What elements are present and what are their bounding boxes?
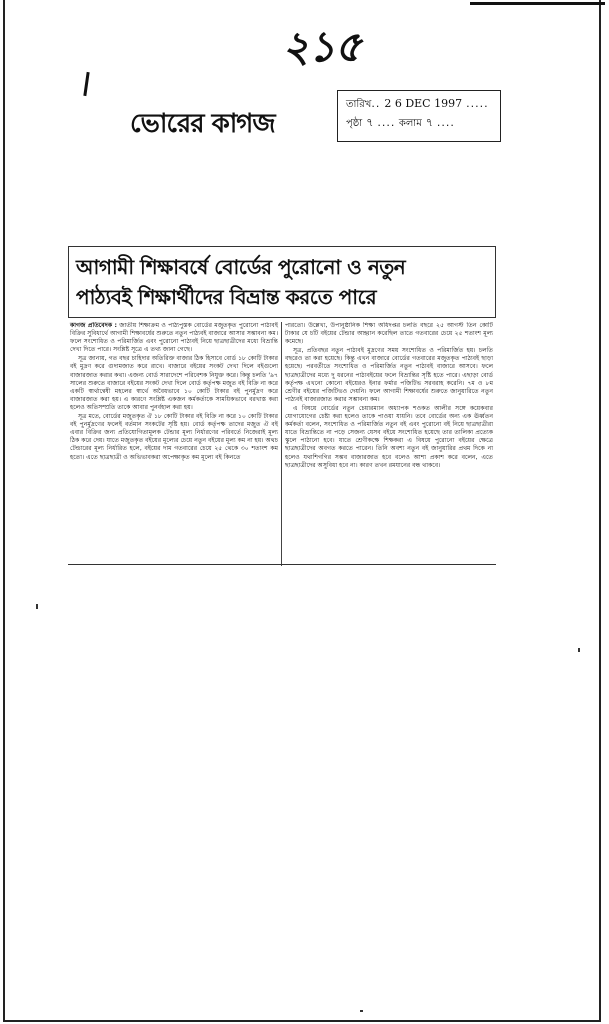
stamp-page-row: পৃষ্ঠা ৭ .... কলাম ৭ ....	[346, 116, 455, 129]
paragraph: সূত্র মতে, বোর্ডের মজুতকৃত ঐ ১৮ কোটি টাকার বই বিক্রি না করে ১০ কোটি টাকার বই পুনর্মুদ্রণের ফলেই বর্তমান সংকটের সৃষ্টি হয়। বোর্ড কর্তৃপক্ষ তাদের মজুত ঐ বই এবার বিক্রির জন্য প্রতিযোগিতামূলক টেন্ডার মূল্য নির্ধারণের পরিবর্তে নিজেরাই মূল্য ঠিক করে দেয়। যাতে মজুতকৃত বইয়ের মূল্যের চেয়ে নতুন বইয়ের মূল্য কম না হয়। অথচ টেন্ডারের মূল্য নির্ধারিত হলে, বইয়ের দাম গতবারের চেয়ে ২৫ থেকে ৩০ শতাংশ কম হতো। এতে ছাত্রছাত্রী ও অভিভাবকরা অপেক্ষাকৃত কম মূল্যে বই কিনতে	[70, 413, 278, 461]
newspaper-name: ভোরের কাগজ	[130, 109, 275, 139]
scan-speck	[36, 604, 38, 609]
paragraph: পারতো। উল্লেখ্য, উপানুষ্ঠানিক শিক্ষা অধিদপ্তর চলতি বছরে ২৫ আগস্ট তিন কোটি টাকার যে চটি বইয়ের টেন্ডার আহ্বান করেছিল তাতে গতবারের চেয়ে ২৫ শতাংশ মূল্য কমেছে।	[285, 322, 493, 346]
article-column-2	[283, 322, 495, 566]
article-body	[68, 322, 496, 566]
headline-line-2: পাঠ্যবই শিক্ষার্থীদের বিভ্রান্ত করতে পারে	[76, 285, 377, 309]
date-stamp	[337, 90, 501, 142]
article-headline	[76, 252, 490, 312]
paragraph: কাগজ প্রতিবেদক : জাতীয় শিক্ষাক্রম ও পাঠ্যপুস্তক বোর্ডের মজুতকৃত পুরোনো পাঠ্যবই বিক্রির সুবিধার্থে আগামী শিক্ষাবর্ষের শুরুতে নতুন পাঠ্যবই বাজারে আসার সম্ভাবনা কম। ফলে সংশোধিত ও পরিমার্জিত এবং পুরোনো পাঠ্যবই নিয়ে ছাত্রছাত্রীদের মধ্যে বিভ্রান্তি দেখা দিতে পারে। সংশ্লিষ্ট সূত্রে এ তথ্য জানা গেছে।	[70, 322, 278, 354]
headline-line-1: আগামী শিক্ষাবর্ষে বোর্ডের পুরোনো ও নতুন	[76, 255, 406, 279]
stamp-date-label: তারিখ	[346, 99, 372, 110]
stamp-date-row: তারিখ.. 2 6 DEC 1997 .....	[346, 97, 489, 110]
scan-speck	[360, 1010, 363, 1012]
stamp-column-value: ৭	[425, 116, 433, 129]
top-edge-mark	[470, 2, 605, 5]
stamp-column-label: কলাম	[398, 118, 422, 129]
stamp-page-value: ৭	[366, 116, 374, 129]
scan-speck	[578, 648, 580, 652]
paragraph: এ বিষয়ে বোর্ডের নতুন চেয়ারম্যান অধ্যাপক শওকত আলীর সঙ্গে কয়েকবার যোগাযোগের চেষ্টা করা হলেও তাকে পাওয়া যায়নি। তবে বোর্ডের অন্য এক ঊর্ধ্বতন কর্মকর্তা বলেন, সংশোধিত ও পরিমার্জিত নতুন বই এবং পুরোনো বই নিয়ে ছাত্রছাত্রীরা যাতে বিভ্রান্তিতে না পড়ে সেজন্য যেসব বইয়ে সংশোধিত হয়েছে তার তালিকা প্রত্যেক স্কুলে পাঠানো হবে। যাতে শ্রেণীকক্ষে শিক্ষকরা এ বিষয়ে পুরোনো বইয়ের ক্ষেত্রে ছাত্রছাত্রীদের অবগত করতে পারেন। তিনি অবশ্য নতুন বই জানুয়ারির প্রথম দিকে না হলেও যথাশিগগির সম্ভব বাজারজাত হবে বলেও আশা প্রকাশ করে বলেন, এতে ছাত্রছাত্রীদের অসুবিধা হবে না। কারণ তখন রমযানের বন্ধ থাকবে।	[285, 404, 493, 469]
paragraph: সূত্র জানায়, গত বছর চাহিদার অতিরিক্ত বাজার ঠিক হিসাবে বোর্ড ১৮ কোটি টাকার বই মুদ্রণ করে গুদামজাত করে রাখে। বাজারে বইয়ের সংকট দেখা দিলে বইগুলো বাজারজাত করার কথা। এজন্য বোর্ড সারাদেশে পরিবেশক নিযুক্ত করে। কিন্তু চলতি '৯৭ সালের শুরুতে বাজারে বইয়ের সংকট দেখা দিলে বোর্ড কর্তৃপক্ষ মজুত বই বিক্রি না করে একটি স্বার্থান্বেষী মহলের স্বার্থে অবৈধভাবে ১০ কোটি টাকার বই পুনর্মুদ্রণ করে বাজারজাত করা হয়। এ কারণে সংশ্লিষ্ট একজন কর্মকর্তাকে সাময়িকভাবে বরখাস্ত করা হলেও অতিসম্প্রতি তাকে আবার পুনর্বহাল করা হয়।	[70, 355, 278, 411]
paragraph: সূত্র, প্রতিবছর নতুন পাঠ্যবই মুদ্রণের সময় সংশোধিত ও পরিমার্জিত হয়। চলতি বছরেও তা করা হয়েছে। কিন্তু এখন বাজারে বোর্ডের গতবারের মজুতকৃত পাঠ্যবই ছাড়া হয়েছে। পরবর্তীতে সংশোধিত ও পরিমার্জিত নতুন পাঠ্যবই বাজারে আসবে। ফলে ছাত্রছাত্রীদের মধ্যে দু ধরনের পাঠ্যবইয়ের ফলে বিভ্রান্তির সৃষ্টি হতে পারে। এছাড়া বোর্ড কর্তৃপক্ষ এখনো কোনো বইয়েরও ইনার ফর্মার পজিটিভ সরবরাহ করেনি। ৭ম ও ৮ম শ্রেণীর বইয়ের পজিটিভও দেয়নি। ফলে আগামী শিক্ষাবর্ষের শুরুতে জানুয়ারিতে নতুন পাঠ্যবই বাজারজাত করার সম্ভাবনা কম।	[285, 347, 493, 403]
archive-number: ২১৫	[282, 22, 361, 71]
clipping-bottom-edge	[68, 564, 496, 565]
newspaper-clipping	[68, 246, 496, 566]
stamp-page-label: পৃষ্ঠা	[346, 118, 363, 129]
byline: কাগজ প্রতিবেদক :	[70, 322, 117, 329]
stamp-date-value: 2 6 DEC 1997	[384, 97, 463, 110]
column-divider	[281, 322, 282, 566]
article-column-1	[68, 322, 280, 566]
